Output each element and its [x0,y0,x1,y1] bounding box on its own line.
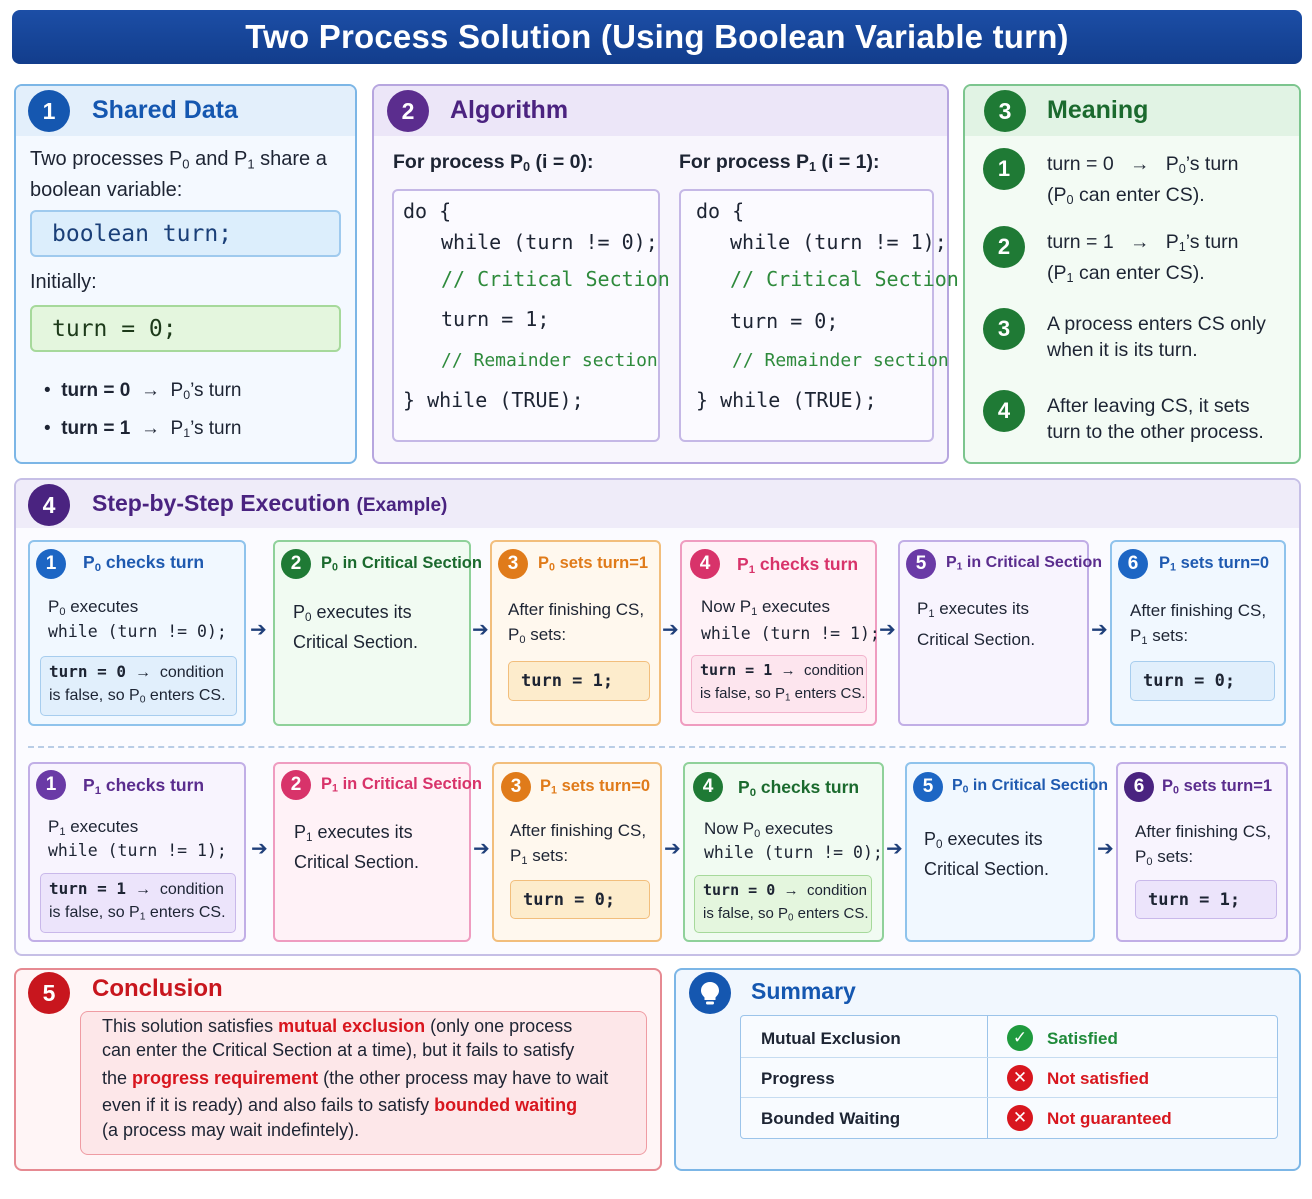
step-title: $P_1$ sets turn=0 [1159,554,1270,574]
step-code: turn = 1; [508,661,650,701]
code-comment: // Critical Section [441,267,670,291]
check-icon: ✓ [1007,1025,1033,1051]
arrow-icon: ➔ [1091,619,1108,641]
execution-title: Step-by-Step Execution (Example) [92,490,448,516]
step-text: $P_0$ executes its Critical Section. [924,829,1050,879]
conclusion-line: (a process may wait indefintely). [102,1120,360,1140]
section-number-2: 2 [387,90,429,132]
step-number: 3 [501,772,531,802]
meaning-title: Meaning [1047,96,1149,124]
step-note: turn = 0 → condition is false, so $P_0$ enters CS. [694,875,872,933]
conclusion-line: This solution satisfies mutual exclusion (only one process [102,1016,573,1036]
section-number-3: 3 [984,90,1026,132]
row-status: Not guaranteed [1047,1109,1172,1128]
step-number: 3 [498,549,528,579]
code-line: } while (TRUE); [403,388,584,412]
cross-icon: ✕ [1007,1065,1033,1091]
step-text: After finishing CS, $P_0$ sets: [1135,822,1272,868]
bullet-item: • turn = $1 \to P_1’s$ turn [44,418,242,441]
page-title: Two Process Solution (Using Boolean Variable turn) [12,10,1302,64]
initially-label: Initially: [30,271,97,293]
step-note: turn = 0 → condition is false, so $P_0$ enters CS. [40,656,237,716]
table-row [741,1018,1277,1058]
arrow-icon: ➔ [250,619,267,641]
step-code: turn = 1; [1135,880,1277,919]
shared-data-title: Shared Data [92,96,238,124]
conclusion-line: can enter the Critical Section at a time), but it fails to satisfy [102,1040,575,1060]
step-title: $P_1$ checks turn [737,554,859,576]
step-number: 5 [906,549,936,579]
code-line: do { [696,199,745,223]
meaning-number: 1 [983,148,1025,190]
shared-data-intro: Two processes $P_0$ and $P_1$ share a boolean variable: [30,148,327,202]
step-text: $P_1$ executes [48,817,139,838]
step-code-text: while (turn != 1); [701,624,880,643]
step-note: turn = 1 → condition is false, so $P_1$ enters CS. [40,873,236,933]
arrow-icon: ➔ [473,838,490,860]
step-code-text: while (turn != 1); [48,841,227,860]
p0-heading: For process $P_0$ (i = 0): [393,151,594,175]
init-code: turn = 0; [30,305,341,352]
meaning-number: 3 [983,308,1025,350]
step-code-text: while (turn != 0); [704,843,883,862]
step-title: $P_1$ checks turn [83,775,205,797]
row-status: Not satisfied [1047,1069,1150,1088]
code-line: while (turn != 1); [730,230,947,254]
section-number-5: 5 [28,972,70,1014]
step-title: $P_0$ sets turn=1 [1162,777,1273,797]
row-label: Mutual Exclusion [761,1029,901,1048]
boolean-declaration: boolean turn; [30,210,341,257]
step-title: $P_1$ in Critical Section [946,554,1103,573]
step-number: 4 [693,772,723,802]
code-line: do { [403,199,452,223]
code-line: turn = 1; [441,307,550,331]
meaning-item-2: turn = 1 → $P_1’s$ turn ($P_1$ can enter CS). [1047,231,1239,286]
p1-heading: For process $P_1$ (i = 1): [679,151,880,175]
arrow-icon: ➔ [662,619,679,641]
summary-title: Summary [751,978,856,1004]
arrow-icon: ➔ [472,619,489,641]
step-title: $P_0$ sets turn=1 [538,554,649,574]
meaning-number: 4 [983,390,1025,432]
step-code: turn = 0; [510,880,650,919]
step-number: 2 [281,770,311,800]
step-number: 2 [281,549,311,579]
step-text: After finishing CS, $P_1$ sets: [1130,601,1267,647]
step-number: 4 [690,549,720,579]
step-text: $P_0$ executes its Critical Section. [293,602,419,652]
turn-bullets [44,374,241,450]
step-number: 5 [913,772,943,802]
section-number-1: 1 [28,90,70,132]
step-text: Now $P_0$ executes [704,819,833,840]
meaning-item-3: A process enters CS only when it is its turn. [1047,313,1266,361]
meaning-item-1: turn = 0 → $P_0’s$ turn ($P_0$ can enter CS). [1047,153,1239,208]
step-code-text: while (turn != 0); [48,622,227,641]
algorithm-title: Algorithm [450,96,569,124]
summary-table [740,1015,1278,1139]
code-comment: // Remainder section [441,350,658,371]
bullet-item: • turn = $0 \to P_0’s$ turn [44,380,242,403]
step-text: $P_1$ executes its Critical Section. [917,599,1036,649]
meaning-number: 2 [983,226,1025,268]
arrow-icon: ➔ [886,838,903,860]
step-text: Now $P_1$ executes [701,597,830,618]
arrow-icon: ➔ [251,838,268,860]
step-number: 6 [1118,549,1148,579]
code-line: while (turn != 0); [441,230,658,254]
cross-icon: ✕ [1007,1105,1033,1131]
code-line: } while (TRUE); [696,388,877,412]
arrow-icon: ➔ [664,838,681,860]
step-title: $P_0$ in Critical Section [952,777,1109,796]
step-title: $P_0$ checks turn [83,552,205,574]
step-title: $P_1$ in Critical Section [321,775,482,795]
step-number: 6 [1124,772,1154,802]
conclusion-line: even if it is ready) and also fails to satisfy bounded waiting [102,1095,578,1115]
step-note: turn = 1 → condition is false, so $P_1$ enters CS. [691,655,867,713]
row-label: Bounded Waiting [761,1109,901,1128]
step-title: $P_1$ sets turn=0 [540,777,651,797]
conclusion-title: Conclusion [92,975,223,1002]
step-text: $P_0$ executes [48,597,139,618]
row-status: Satisfied [1047,1029,1118,1048]
code-line: turn = 0; [730,309,839,333]
step-title: $P_0$ in Critical Section [321,554,482,574]
meaning-item-4: After leaving CS, it sets turn to the other process. [1047,395,1264,443]
step-text: $P_1$ executes its Critical Section. [294,822,420,872]
step-title: $P_0$ checks turn [738,777,860,799]
step-number: 1 [36,770,66,800]
step-code: turn = 0; [1130,661,1275,701]
lightbulb-icon [689,972,731,1014]
row-divider [28,746,1286,748]
step-text: After finishing CS, $P_0$ sets: [508,600,645,646]
step-number: 1 [36,549,66,579]
step-text: After finishing CS, $P_1$ sets: [510,821,647,867]
table-row [741,1098,1277,1138]
code-comment: // Remainder section [732,350,949,371]
table-row [741,1058,1277,1098]
code-comment: // Critical Section [730,267,959,291]
row-label: Progress [761,1069,835,1088]
section-number-4: 4 [28,484,70,526]
conclusion-line: the progress requirement (the other process may have to wait [102,1068,609,1088]
arrow-icon: ➔ [879,619,896,641]
arrow-icon: ➔ [1097,838,1114,860]
